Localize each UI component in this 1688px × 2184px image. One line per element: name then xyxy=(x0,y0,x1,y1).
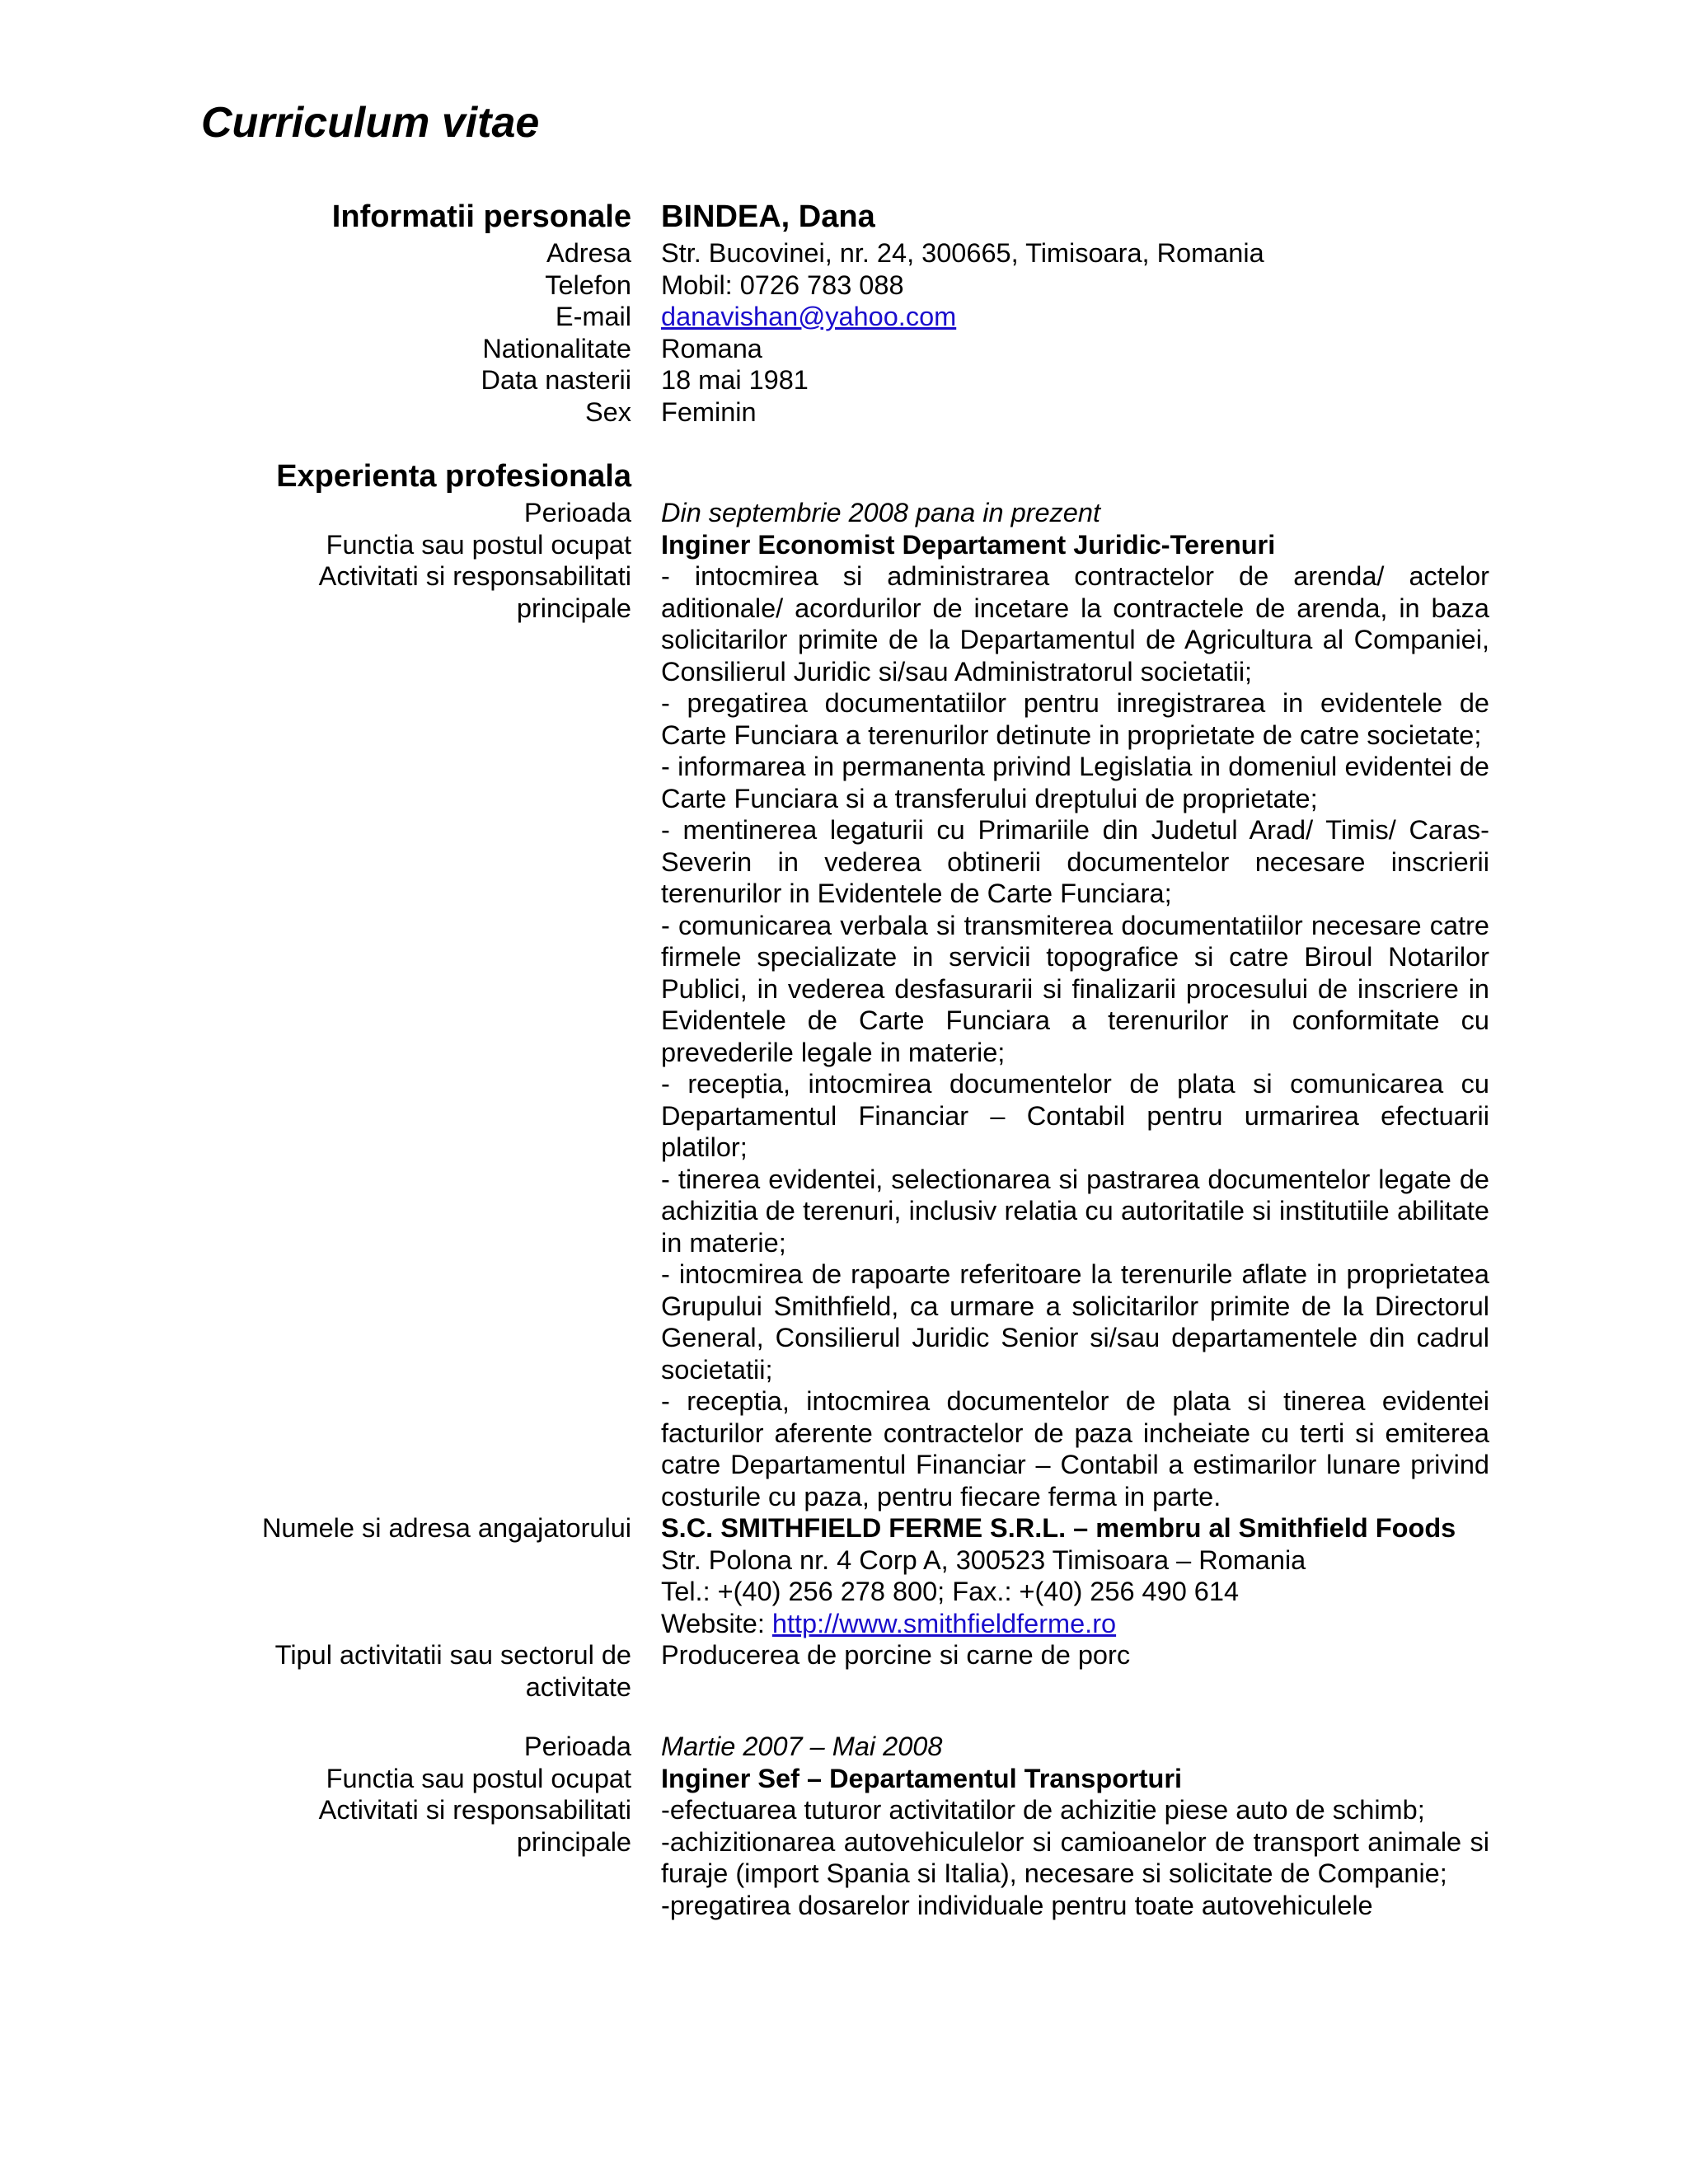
label-employer: Numele si adresa angajatorului xyxy=(261,1513,631,1543)
activity-item: - receptia, intocmirea documentelor de plata si tinerea evidentei facturilor aferente contractelor de paza incheiate cu terti si emiterea catre Departamentul Financiar – Contabil a estimarilor lunare privind costurile cu paza, pentru fiecare ferma in parte. xyxy=(661,1386,1489,1511)
label-activities-line2: principale xyxy=(516,593,631,623)
activity-item: - intocmirea si administrarea contractelor de arenda/ actelor aditionale/ acordurilor de incetare la contractele de arenda, in baza solicitarilor primite de la Departamentul de Agricultura al Companiei, Consilierul Juridic si/sau Administratorul societatii; xyxy=(661,561,1489,687)
job1-position-row xyxy=(0,529,1688,561)
employer-name: S.C. SMITHFIELD FERME S.R.L. – membru al Smithfield Foods xyxy=(661,1513,1456,1543)
activity-item: -pregatirea dosarelor individuale pentru toate autovehiculele xyxy=(661,1890,1373,1920)
activity-item: - tinerea evidentei, selectionarea si pastrarea documentelor legate de achizitia de terenuri, inclusiv relatia cu autoritatile si institutiile abilitate in materie; xyxy=(661,1164,1489,1258)
label-sector-line1: Tipul activitatii sau sectorul de xyxy=(274,1640,631,1670)
field-value-address: Str. Bucovinei, nr. 24, 300665, Timisoara, Romania xyxy=(661,238,1264,268)
field-label-email: E-mail xyxy=(555,302,631,331)
label-activities xyxy=(0,560,631,624)
activity-item: -efectuarea tuturor activitatilor de achizitie piese auto de schimb; xyxy=(661,1795,1425,1825)
email-link[interactable]: danavishan@yahoo.com xyxy=(661,302,957,331)
experience-header-row xyxy=(0,456,1688,497)
activity-item: - intocmirea de rapoarte referitoare la terenurile aflate in proprietatea Grupului Smithfield, ca urmare a solicitarilor primite de la Directorul General, Consilierul Juridic Senior si/sau departamentele din cadrul societatii; xyxy=(661,1259,1489,1385)
activity-item: - comunicarea verbala si transmiterea documentatiilor necesare catre firmele specializate in servicii topografice si catre Biroul Notarilor Publici, in vederea desfasurarii si finalizarii procesului de inscriere in Evidentele de Carte Funciara a terenurilor in conformitate cu prevederile legale in materie; xyxy=(661,910,1489,1067)
label-position: Functia sau postul ocupat xyxy=(326,529,631,560)
field-value-phone: Mobil: 0726 783 088 xyxy=(661,269,904,300)
label-sector xyxy=(0,1639,631,1703)
activity-item: - mentinerea legaturii cu Primariile din Judetul Arad/ Timis/ Caras-Severin in vederea obtinerii documentelor necesare inscrierii terenurilor in Evidentele de Carte Funciara; xyxy=(661,815,1489,908)
employer-address: Str. Polona nr. 4 Corp A, 300523 Timisoara – Romania xyxy=(661,1544,1306,1575)
label-sector-line2: activitate xyxy=(525,1671,631,1702)
employer-phone: Tel.: +(40) 256 278 800; Fax.: +(40) 256 490 614 xyxy=(661,1577,1240,1606)
field-value-birthdate: 18 mai 1981 xyxy=(661,365,809,395)
job1-position: Inginer Economist Departament Juridic-Terenuri xyxy=(661,529,1276,560)
field-row-email xyxy=(0,301,1688,333)
label-period: Perioada xyxy=(523,498,631,527)
field-label-phone: Telefon xyxy=(545,269,631,300)
job2-period-row xyxy=(0,1731,1688,1763)
job1-period-row xyxy=(0,497,1688,529)
personal-header-row xyxy=(0,196,1688,237)
job2-position: Inginer Sef – Departamentul Transporturi xyxy=(661,1763,1183,1793)
label-period: Perioada xyxy=(523,1732,631,1761)
field-label-address: Adresa xyxy=(546,238,631,268)
job1-sector-row xyxy=(0,1639,1688,1703)
job2-activities xyxy=(661,1794,1489,1921)
job1-employer xyxy=(661,1512,1489,1639)
label-activities xyxy=(0,1794,631,1858)
job2-position-row xyxy=(0,1763,1688,1795)
cv-body xyxy=(0,196,1688,1921)
activity-item: -achizitionarea autovehiculelor si camioanelor de transport animale si furaje (import Spania si Italia), necesare si solicitate de Companie; xyxy=(661,1826,1489,1888)
job2-activities-row xyxy=(0,1794,1688,1921)
activity-item: - informarea in permanenta privind Legislatia in domeniul evidentei de Carte Funciara si a transferului dreptului de proprietate; xyxy=(661,752,1489,813)
field-label-nationality: Nationalitate xyxy=(482,333,631,363)
job1-activities-row xyxy=(0,560,1688,1512)
field-label-birthdate: Data nasterii xyxy=(481,365,631,395)
job2-period: Martie 2007 – Mai 2008 xyxy=(661,1732,943,1761)
field-row-sex xyxy=(0,396,1688,429)
field-row-address xyxy=(0,237,1688,269)
job1-employer-row xyxy=(0,1512,1688,1639)
document-title: Curriculum vitae xyxy=(201,99,540,147)
activity-item: - receptia, intocmirea documentelor de plata si comunicarea cu Departamentul Financiar – Contabil pentru urmarirea efectuarii platilor; xyxy=(661,1069,1489,1162)
personal-section-heading: Informatii personale xyxy=(331,199,631,234)
field-label-sex: Sex xyxy=(584,396,631,427)
full-name: BINDEA, Dana xyxy=(661,199,875,234)
job1-period: Din septembrie 2008 pana in prezent xyxy=(661,498,1100,527)
field-row-phone xyxy=(0,269,1688,302)
label-activities-line1: Activitati si responsabilitati xyxy=(318,1795,631,1825)
job1-activities xyxy=(661,560,1489,1512)
employer-website-line xyxy=(661,1608,1489,1640)
activity-item: - pregatirea documentatiilor pentru inregistrarea in evidentele de Carte Funciara a terenurilor detinute in proprietate de catre societate; xyxy=(661,688,1489,750)
label-position: Functia sau postul ocupat xyxy=(326,1763,631,1793)
label-activities-line2: principale xyxy=(516,1826,631,1857)
experience-section-heading: Experienta profesionala xyxy=(276,459,631,494)
field-value-nationality: Romana xyxy=(661,333,762,363)
label-activities-line1: Activitati si responsabilitati xyxy=(318,561,631,591)
field-row-birthdate xyxy=(0,364,1688,396)
job1-sector: Producerea de porcine si carne de porc xyxy=(661,1640,1131,1670)
website-link[interactable]: http://www.smithfieldferme.ro xyxy=(771,1608,1117,1638)
website-label: Website: xyxy=(661,1608,772,1638)
field-value-sex: Feminin xyxy=(661,396,757,427)
field-row-nationality xyxy=(0,333,1688,365)
